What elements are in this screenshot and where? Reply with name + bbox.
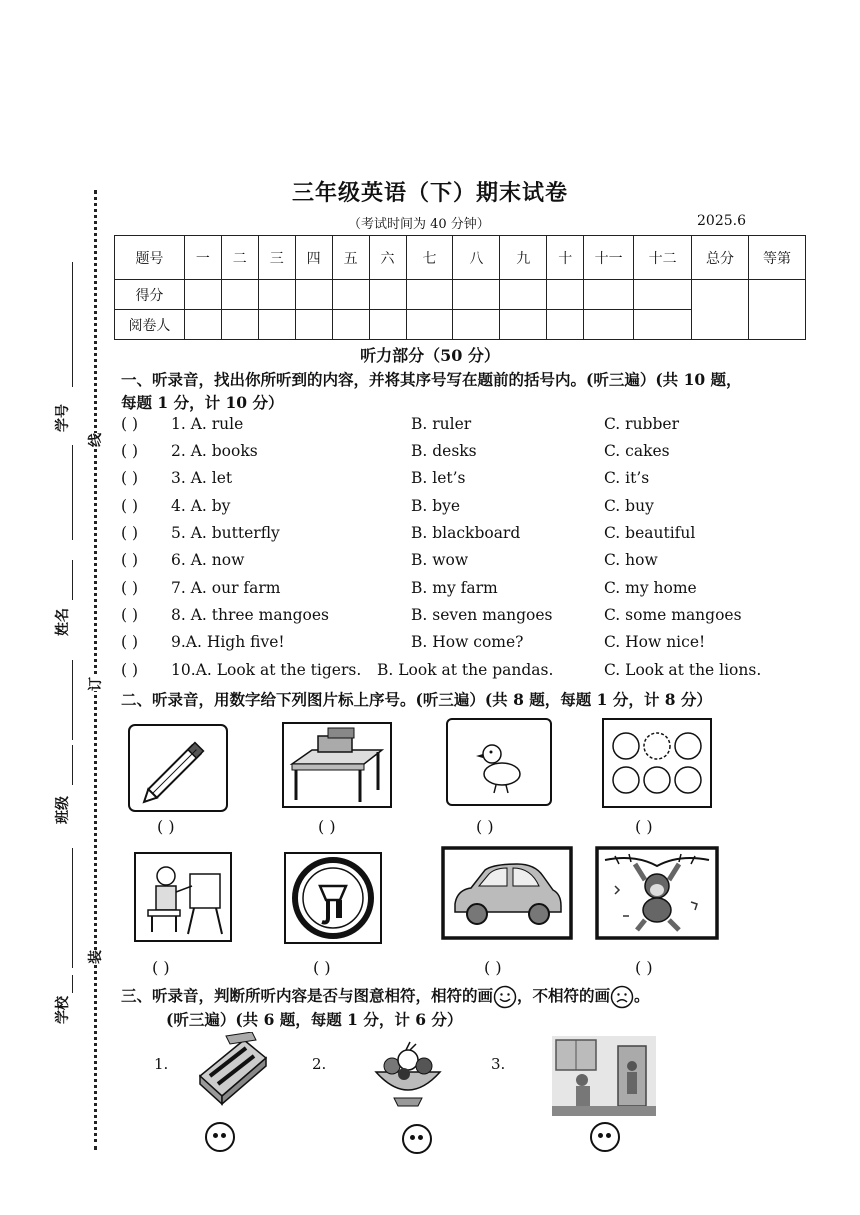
score-table xyxy=(114,235,806,340)
score-cell[interactable] xyxy=(184,280,221,310)
option-b: B. ruler xyxy=(411,415,472,433)
option-b: B. Look at the pandas. xyxy=(377,661,554,679)
part1-instruction-line1: 一、听录音，找出你所听到的内容，并将其序号写在题前的括号内。(听三遍）(共 10 题， xyxy=(121,370,742,389)
answer-paren[interactable]: ( ) xyxy=(121,633,139,651)
answer-paren[interactable]: ( ) xyxy=(157,817,175,836)
option-b: B. wow xyxy=(411,551,469,569)
table-cell: 十二 xyxy=(634,236,692,280)
option-b: B. blackboard xyxy=(411,524,521,542)
option-c: C. beautiful xyxy=(604,524,696,542)
monkey-picture xyxy=(595,846,719,940)
question-row xyxy=(121,633,821,657)
option-a: 5. A. butterfly xyxy=(171,524,280,542)
class-label: 班级 xyxy=(55,796,71,824)
option-a: 3. A. let xyxy=(171,469,233,487)
table-cell: 总分 xyxy=(692,236,749,280)
question-row xyxy=(121,497,821,521)
table-cell: 七 xyxy=(406,236,453,280)
answer-paren[interactable]: ( ) xyxy=(121,579,139,597)
table-row xyxy=(115,236,806,280)
table-cell: 五 xyxy=(332,236,369,280)
option-b: B. seven mangoes xyxy=(411,606,553,624)
score-cell[interactable] xyxy=(295,280,332,310)
grade-cell[interactable] xyxy=(748,280,805,340)
option-c: C. cakes xyxy=(604,442,670,460)
option-c: C. how xyxy=(604,551,658,569)
option-c: C. some mangoes xyxy=(604,606,742,624)
answer-paren[interactable]: ( ) xyxy=(318,817,336,836)
option-c: C. How nice! xyxy=(604,633,706,651)
option-a: 6. A. now xyxy=(171,551,245,569)
score-cell[interactable] xyxy=(547,280,584,310)
answer-paren[interactable]: ( ) xyxy=(121,497,139,515)
option-c: C. my home xyxy=(604,579,697,597)
answer-paren[interactable]: ( ) xyxy=(121,524,139,542)
item-number: 1. xyxy=(154,1055,169,1073)
grader-cell[interactable] xyxy=(500,310,547,340)
option-a: 8. A. three mangoes xyxy=(171,606,329,624)
part3-instruction-text: 三、听录音，判断所听内容是否与图意相符，相符的画 xyxy=(121,986,494,1005)
option-c: C. rubber xyxy=(604,415,679,433)
question-row xyxy=(121,524,821,548)
option-b: B. desks xyxy=(411,442,477,460)
grader-cell[interactable] xyxy=(634,310,692,340)
option-a: 10.A. Look at the tigers. xyxy=(171,661,362,679)
grader-cell[interactable] xyxy=(184,310,221,340)
option-c: C. it’s xyxy=(604,469,650,487)
question-row xyxy=(121,579,821,603)
smiley-face-icon xyxy=(493,985,517,1009)
score-cell[interactable] xyxy=(221,280,258,310)
pencil-box-picture xyxy=(196,1032,268,1106)
score-row-label: 得分 xyxy=(115,280,185,310)
binding-dotted-line xyxy=(94,190,97,1150)
score-cell[interactable] xyxy=(406,280,453,310)
answer-paren[interactable]: ( ) xyxy=(121,551,139,569)
answer-paren[interactable]: ( ) xyxy=(152,958,170,977)
grader-cell[interactable] xyxy=(258,310,295,340)
option-b: B. my farm xyxy=(411,579,498,597)
student-number-label: 学号 xyxy=(55,404,71,432)
option-b: B. let’s xyxy=(411,469,466,487)
grader-cell[interactable] xyxy=(584,310,634,340)
sad-face-icon xyxy=(610,985,634,1009)
binding-char-install: 装 xyxy=(83,950,107,964)
answer-paren[interactable]: ( ) xyxy=(121,661,139,679)
option-b: B. How come? xyxy=(411,633,524,651)
fruit-bowl-picture xyxy=(370,1038,446,1108)
answer-paren[interactable]: ( ) xyxy=(635,958,653,977)
part3-instruction-line1 xyxy=(121,984,650,1009)
score-cell[interactable] xyxy=(369,280,406,310)
item-number: 3. xyxy=(491,1055,506,1073)
option-a: 4. A. by xyxy=(171,497,231,515)
answer-paren[interactable]: ( ) xyxy=(484,958,502,977)
total-score-cell[interactable] xyxy=(692,280,749,340)
question-row xyxy=(121,415,821,439)
question-row xyxy=(121,606,821,630)
answer-paren[interactable]: ( ) xyxy=(121,469,139,487)
pencil-picture xyxy=(128,724,228,812)
score-cell[interactable] xyxy=(500,280,547,310)
exam-duration: （考试时间为 40 分钟） xyxy=(348,217,490,232)
grader-cell[interactable] xyxy=(547,310,584,340)
binding-char-bind: 订 xyxy=(83,677,107,691)
option-b: B. bye xyxy=(411,497,461,515)
table-cell: 等第 xyxy=(748,236,805,280)
table-row xyxy=(115,280,806,310)
listening-heading: 听力部分（50 分） xyxy=(360,346,500,365)
part3-instruction-mid: ，不相符的画 xyxy=(517,986,611,1005)
grader-cell[interactable] xyxy=(369,310,406,340)
table-cell: 题号 xyxy=(115,236,185,280)
name-line xyxy=(72,560,73,600)
part3-instruction-end: 。 xyxy=(634,986,650,1005)
class-line-lower xyxy=(72,848,73,968)
part1-instruction-line2: 每题 1 分，计 10 分） xyxy=(121,393,284,412)
question-row xyxy=(121,442,821,466)
answer-paren[interactable]: ( ) xyxy=(476,817,494,836)
grader-cell[interactable] xyxy=(295,310,332,340)
grader-cell[interactable] xyxy=(221,310,258,340)
car-picture xyxy=(441,846,573,940)
answer-paren[interactable]: ( ) xyxy=(121,415,139,433)
school-label: 学校 xyxy=(55,996,71,1024)
option-a: 2. A. books xyxy=(171,442,258,460)
question-row xyxy=(121,551,821,575)
exam-date: 2025.6 xyxy=(697,213,746,229)
answer-paren[interactable]: ( ) xyxy=(313,958,331,977)
duck-picture xyxy=(446,718,552,806)
table-cell: 九 xyxy=(500,236,547,280)
option-a: 9.A. High five! xyxy=(171,633,285,651)
option-c: C. Look at the lions. xyxy=(604,661,762,679)
table-cell: 八 xyxy=(453,236,500,280)
table-cell: 六 xyxy=(369,236,406,280)
grader-cell[interactable] xyxy=(453,310,500,340)
desk-picture xyxy=(282,722,392,808)
answer-paren[interactable]: ( ) xyxy=(121,442,139,460)
score-cell[interactable] xyxy=(258,280,295,310)
part2-instruction: 二、听录音，用数字给下列图片标上序号。(听三遍）(共 8 题，每题 1 分，计 8 分） xyxy=(121,690,712,709)
class-line xyxy=(72,745,73,785)
grader-cell[interactable] xyxy=(332,310,369,340)
score-cell[interactable] xyxy=(634,280,692,310)
answer-face-icon[interactable] xyxy=(590,1122,620,1152)
student-number-line-lower xyxy=(72,445,73,540)
grader-cell[interactable] xyxy=(406,310,453,340)
grader-row-label: 阅卷人 xyxy=(115,310,185,340)
exam-title: 三年级英语（下）期末试卷 xyxy=(291,180,568,206)
table-cell: 一 xyxy=(184,236,221,280)
question-row xyxy=(121,469,821,493)
score-cell[interactable] xyxy=(332,280,369,310)
option-a: 7. A. our farm xyxy=(171,579,281,597)
answer-face-icon[interactable] xyxy=(205,1122,235,1152)
score-cell[interactable] xyxy=(453,280,500,310)
option-c: C. buy xyxy=(604,497,654,515)
answer-paren[interactable]: ( ) xyxy=(121,606,139,624)
oranges-picture xyxy=(602,718,712,808)
name-line-lower xyxy=(72,660,73,740)
question-row xyxy=(121,661,821,685)
no-candy-sign-picture xyxy=(284,852,382,944)
table-cell: 三 xyxy=(258,236,295,280)
table-cell: 十一 xyxy=(584,236,634,280)
name-label: 姓名 xyxy=(55,608,71,636)
item-number: 2. xyxy=(312,1055,327,1073)
answer-face-icon[interactable] xyxy=(402,1124,432,1154)
option-a: 1. A. rule xyxy=(171,415,244,433)
painter-picture xyxy=(134,852,232,942)
part3-instruction-line2: (听三遍）(共 6 题，每题 1 分，计 6 分） xyxy=(166,1010,463,1029)
table-cell: 四 xyxy=(295,236,332,280)
school-line xyxy=(72,975,73,993)
student-number-line xyxy=(72,262,73,387)
classroom-scene-picture xyxy=(552,1036,656,1116)
score-cell[interactable] xyxy=(584,280,634,310)
table-cell: 二 xyxy=(221,236,258,280)
binding-char-line: 线 xyxy=(83,433,107,447)
table-cell: 十 xyxy=(547,236,584,280)
answer-paren[interactable]: ( ) xyxy=(635,817,653,836)
